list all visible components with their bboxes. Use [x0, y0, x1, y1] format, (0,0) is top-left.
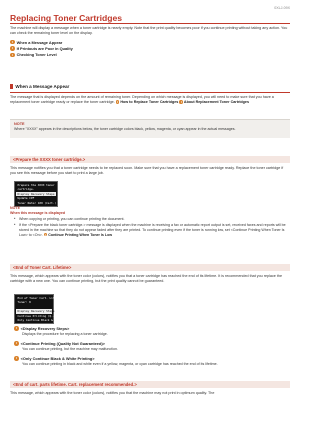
toc-link-checking-toner[interactable] [10, 52, 73, 58]
message-end-replace-body: This message, which appears with the toner color (colors), notifies you that the machine may not print in optimum quality. The [10, 391, 215, 395]
screen-row: Prepare the XXXX toner [17, 183, 55, 187]
note-bullet: ■ When copying or printing, you can continue printing the document. [14, 217, 286, 222]
arrow-right-icon [10, 40, 15, 45]
message-heading-end-replace: <End of cart. parts lifetime. Cart. replacement recommended.> [10, 381, 290, 388]
note-label: NOTE [10, 206, 20, 210]
link-label: About Replacement Toner Cartridges [183, 100, 250, 105]
arrow-right-icon [14, 356, 19, 361]
option-desc: You can continue printing in black and white even if a yellow, magenta, or cyan cartridge has reached the end of its lifetime. [22, 362, 218, 366]
screen-row: cartridge. [17, 187, 35, 192]
link-how-to-replace[interactable] [116, 100, 179, 104]
screen-row-selected: Display Recovery Steps [17, 309, 55, 314]
note-bullet-text: If the <Prepare the black toner cartridge.> message is displayed when the machine is receiving a fax or automatic report output is set, received faxes and reports will be stored in the machine so that they do not appear faded after they are printed. To continue printing even if the toner is running low, set <Continue Printing When Toner Is Low> to <On>. [19, 223, 286, 237]
toc-link-poor-quality[interactable] [10, 45, 73, 51]
section-heading-when-message-appear [10, 84, 69, 89]
screen-row: Continue Printing (Q... [17, 313, 57, 318]
note-text: Where "XXXX" appears in the descriptions below, the toner cartridge colors black, yellow, magenta, or cyan appear in the actual messages. [14, 127, 236, 131]
message-heading-prepare: <Prepare the XXXX toner cartridge.> [10, 156, 290, 163]
arrow-right-icon [14, 326, 19, 331]
intro-paragraph: The machine will display a message when a toner cartridge is nearly empty. Note that the print quality becomes poor if you continue printing without taking any action. You can check the remaining toner level on the display. [10, 26, 288, 36]
section-rule [10, 92, 290, 93]
arrow-right-icon [44, 233, 48, 237]
screen-row-selected: Display Recovery Steps [17, 191, 55, 196]
note-box [10, 119, 290, 138]
link-continue-printing[interactable] [44, 233, 112, 237]
option-display-recovery-steps [14, 326, 69, 331]
arrow-right-icon [179, 100, 183, 104]
arrow-right-icon [10, 53, 15, 58]
section-marker [10, 84, 13, 89]
screen-row: Toner: K [17, 300, 31, 305]
note-bullet [14, 223, 286, 237]
section-message-text: The message that is displayed depends on the amount of remaining toner. Depending on which message is displayed, you will need to make sure that you have a replacement toner cartridge ready or replace the toner cartridge. [10, 95, 274, 105]
page-title: Replacing Toner Cartridges [10, 13, 123, 23]
link-about-replacement[interactable] [179, 100, 249, 104]
option-title: <Only Continue Black & White Printing> [20, 356, 95, 361]
link-label: Continue Printing When Toner Is Low [48, 232, 113, 237]
option-desc: Displays the procedure for replacing a toner cartridge. [22, 332, 108, 336]
toc-link-label: When a Message Appear [16, 39, 63, 45]
screen-row: Toner Nator 100 (Cart.) [17, 200, 57, 205]
option-continue-printing [14, 341, 105, 346]
title-rule [10, 23, 290, 24]
message-prepare-body: This message notifies you that a toner cartridge needs to be replaced soon. Make sure that you have a replacement toner cartridge ready. Replace the toner cartridge if you see this message before you start to print a large job. [10, 166, 284, 176]
option-only-black-white [14, 356, 95, 361]
screen-row: Update CPF [17, 196, 35, 201]
section-title: When a Message Appear [15, 84, 70, 89]
option-title: <Continue Printing (Quality Not Guaranteed)> [20, 341, 105, 346]
arrow-right-icon [116, 100, 120, 104]
display-screenshot-end [14, 294, 63, 324]
toc-link-label: If Printouts are Poor in Quality [16, 46, 73, 52]
note-label: NOTE [14, 122, 25, 126]
toc-link-label: Checking Toner Level [16, 52, 57, 58]
display-screenshot-prepare [14, 181, 58, 207]
message-heading-end: <End of Toner Cart. Lifetime> [10, 264, 290, 271]
screen-row: Only Continue Black & White [17, 317, 63, 322]
screen-row: End of Toner Cart. Lifetime [17, 296, 63, 300]
table-of-contents [10, 39, 73, 58]
arrow-right-icon [10, 46, 15, 51]
section-message-body [10, 95, 290, 105]
link-label: How to Replace Toner Cartridges [120, 100, 179, 105]
note-title: When this message is displayed [10, 211, 66, 215]
page-id: 0XLJ-09X [274, 6, 290, 10]
option-desc: You can continue printing, but the machine may malfunction. [22, 347, 118, 351]
option-title: <Display Recovery Steps> [20, 326, 70, 331]
message-end-body: This message, which appears with the toner color (colors), notifies you that a toner cartridge has reached the end of its lifetime. It is recommended that you replace the cartridge with a new one. You can continue printing, but the print quality cannot be guaranteed. [10, 274, 282, 284]
arrow-right-icon [14, 341, 19, 346]
